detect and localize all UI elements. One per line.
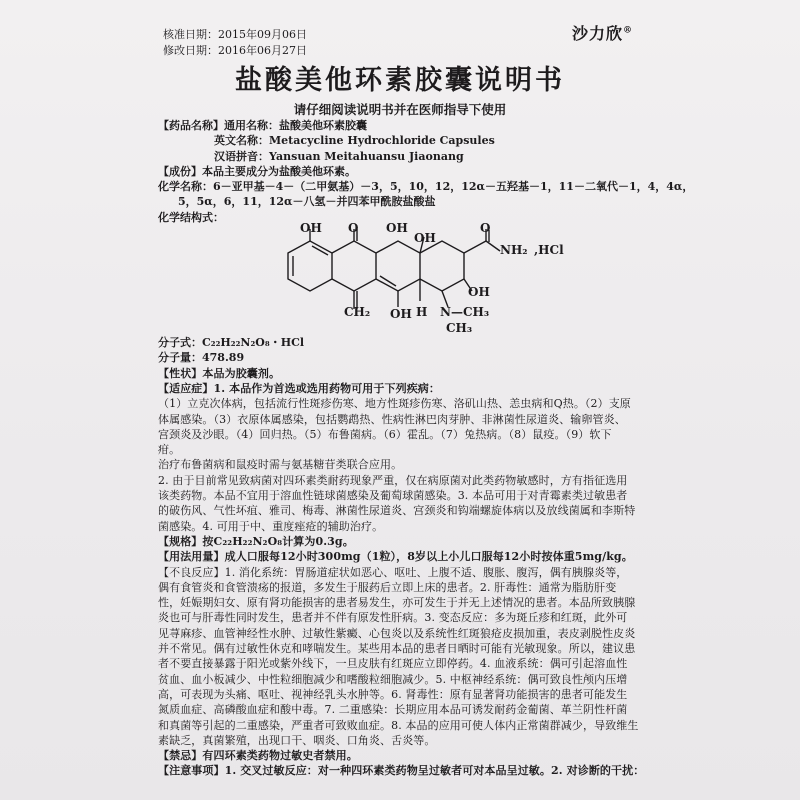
struct-o-2: O: [480, 221, 491, 236]
struct-oh-5: OH: [390, 307, 412, 322]
text-line: 【禁忌】有四环素类药物过敏史者禁用。: [158, 749, 358, 763]
text-line: 【适应症】1. 本品作为首选或选用药物可用于下列疾病：: [158, 381, 441, 395]
drug-name-pinyin: 汉语拼音：Yansuan Meitahuansu Jiaonang: [214, 149, 464, 163]
brand-name: [572, 21, 633, 44]
document-body: [158, 118, 694, 779]
molecular-formula: 分子式：C₂₂H₂₂N₂O₈・HCl: [158, 336, 305, 350]
text-line: 者不要直接暴露于阳光或紫外线下，一旦皮肤有红斑应立即停药。4. 血液系统：偶可引起溶血性: [158, 657, 628, 671]
text-line: 氮质血症、高磷酸血症和酸中毒。7. 二重感染：长期应用本品可诱发耐药金葡菌、革兰阴性杆菌: [158, 703, 628, 717]
struct-oh-4: OH: [468, 285, 490, 300]
composition: 【成份】本品主要成分为盐酸美他环素。: [158, 164, 356, 178]
brand-text: 沙力欣: [572, 24, 624, 43]
text-line: 治疗布鲁菌病和鼠疫时需与氨基糖苷类联合应用。: [158, 458, 403, 472]
text-line: 和真菌等引起的二重感染，严重者可致败血症。8. 本品的应用可使人体内正常菌群减少，导致维生: [158, 718, 639, 732]
document-sections: [158, 366, 645, 779]
text-line: 【不良反应】1. 消化系统：胃肠道症状如恶心、呕吐、上腹不适、腹胀、腹泻，偶有胰腺炎等，: [158, 565, 628, 579]
text-line: 该类药物。本品不宜用于溶血性链球菌感染及葡萄球菌感染。3. 本品可用于对青霉素类过敏患者: [158, 489, 628, 503]
text-line: 偶有食管炎和食管溃疡的报道，多发生于服药后立即上床的患者。2. 肝毒性：通常为脂肪肝变: [158, 580, 617, 594]
document-subtitle: 请仔细阅读说明书并在医师指导下使用: [293, 102, 507, 117]
molecular-weight: 分子量：478.89: [158, 351, 245, 365]
text-line: 【性状】本品为胶囊剂。: [158, 366, 281, 380]
text-line: 宫颈炎及沙眼。（4）回归热。（5）布鲁菌病。（6）霍乱。（7）兔热病。（8）鼠疫。（9）软下: [158, 427, 612, 441]
chemical-name-line-2: 5，5α，6，11，12α－八氢－并四苯甲酰胺盐酸盐: [178, 195, 436, 209]
registered-mark: ®: [623, 25, 634, 36]
struct-oh-1: OH: [300, 221, 322, 236]
chemical-structure: [158, 221, 638, 336]
text-line: 素缺乏，真菌繁殖，出现口干、咽炎、口角炎、舌炎等。: [158, 733, 436, 747]
struct-oh-2: OH: [386, 221, 408, 236]
struct-ch2: CH₂: [344, 305, 371, 320]
drug-name-label: 【药品名称】: [158, 119, 224, 132]
text-line: 贫血、血小板减少、中性粒细胞减少和嗜酸粒细胞减少。5. 中枢神经系统：偶可致良性颅内压增: [158, 672, 628, 686]
struct-ch3: CH₃: [446, 321, 473, 336]
text-line: 性，妊娠期妇女、原有肾功能损害的患者易发生，亦可发生于并无上述情况的患者。本品所致胰腺: [158, 596, 636, 610]
struct-hcl: ,HCl: [534, 243, 564, 258]
text-line: 体属感染。（3）衣原体属感染，包括鹦鹉热、性病性淋巴肉芽肿、非淋菌性尿道炎、输卵管炎、: [158, 412, 626, 426]
text-line: 【用法用量】成人口服每12小时300mg（1粒），8岁以上小儿口服每12小时按体重5mg/kg。: [158, 550, 633, 564]
drug-name-common: 【药品名称】通用名称：盐酸美他环素胶囊: [158, 119, 367, 132]
text-line: 并不常见。偶有过敏性休克和哮喘发生。某些用本品的患者日晒时可能有光敏现象。所以，建议患: [158, 642, 636, 656]
document-title: 盐酸美他环素胶囊说明书: [235, 65, 565, 96]
header-dates: [163, 27, 307, 59]
struct-oh-3: OH: [414, 231, 436, 246]
text-line: 高，可表现为头痛、呕吐、视神经乳头水肿等。6. 肾毒性：原有显著肾功能损害的患者可能发生: [158, 687, 628, 701]
text-line: 【注意事项】1. 交叉过敏反应：对一种四环素类药物呈过敏者可对本品呈过敏。2. 对诊断的干扰：: [158, 764, 645, 778]
struct-o-1: O: [348, 221, 359, 236]
structure-heading: 化学结构式：: [158, 210, 224, 224]
drug-name-english: 英文名称：Metacycline Hydrochloride Capsules: [214, 134, 495, 148]
text-line: 【规格】按C₂₂H₂₂N₂O₈计算为0.3g。: [158, 534, 354, 548]
approval-date: 核准日期：2015年09月06日: [163, 28, 307, 41]
composition-label: 【成份】: [158, 164, 202, 178]
struct-nh2: NH₂: [500, 243, 528, 258]
chemical-name-line-1: 化学名称：6－亚甲基－4－（二甲氨基）－3，5，10，12，12α－五羟基－1，11－二氧代－1，4，4α，: [158, 180, 694, 194]
text-line: 见荨麻疹、血管神经性水肿、过敏性紫癜、心包炎以及系统性红斑狼疮皮损加重，表皮剥脱性皮炎: [158, 626, 636, 640]
text-line: （1）立克次体病，包括流行性斑疹伤寒、地方性斑疹伤寒、洛矶山热、恙虫病和Q热。（2）支原: [158, 397, 631, 411]
text-line: 疳。: [158, 443, 181, 457]
text-line: 的破伤风、气性坏疽、雅司、梅毒、淋菌性尿道炎、宫颈炎和钩端螺旋体病以及放线菌属和李斯特: [158, 504, 636, 518]
struct-h: H: [416, 305, 428, 320]
text-line: 菌感染。4. 可用于中、重度痤疮的辅助治疗。: [158, 519, 384, 533]
struct-n-ch3: N—CH₃: [440, 305, 490, 320]
revision-date: 修改日期：2016年06月27日: [163, 44, 307, 57]
text-line: 2. 由于目前常见致病菌对四环素类耐药现象严重，仅在病原菌对此类药物敏感时，方有指征选用: [158, 473, 628, 487]
text-line: 炎也可与肝毒性同时发生，患者并不伴有原发性肝病。3. 变态反应：多为斑丘疹和红斑，此外可: [158, 611, 628, 625]
